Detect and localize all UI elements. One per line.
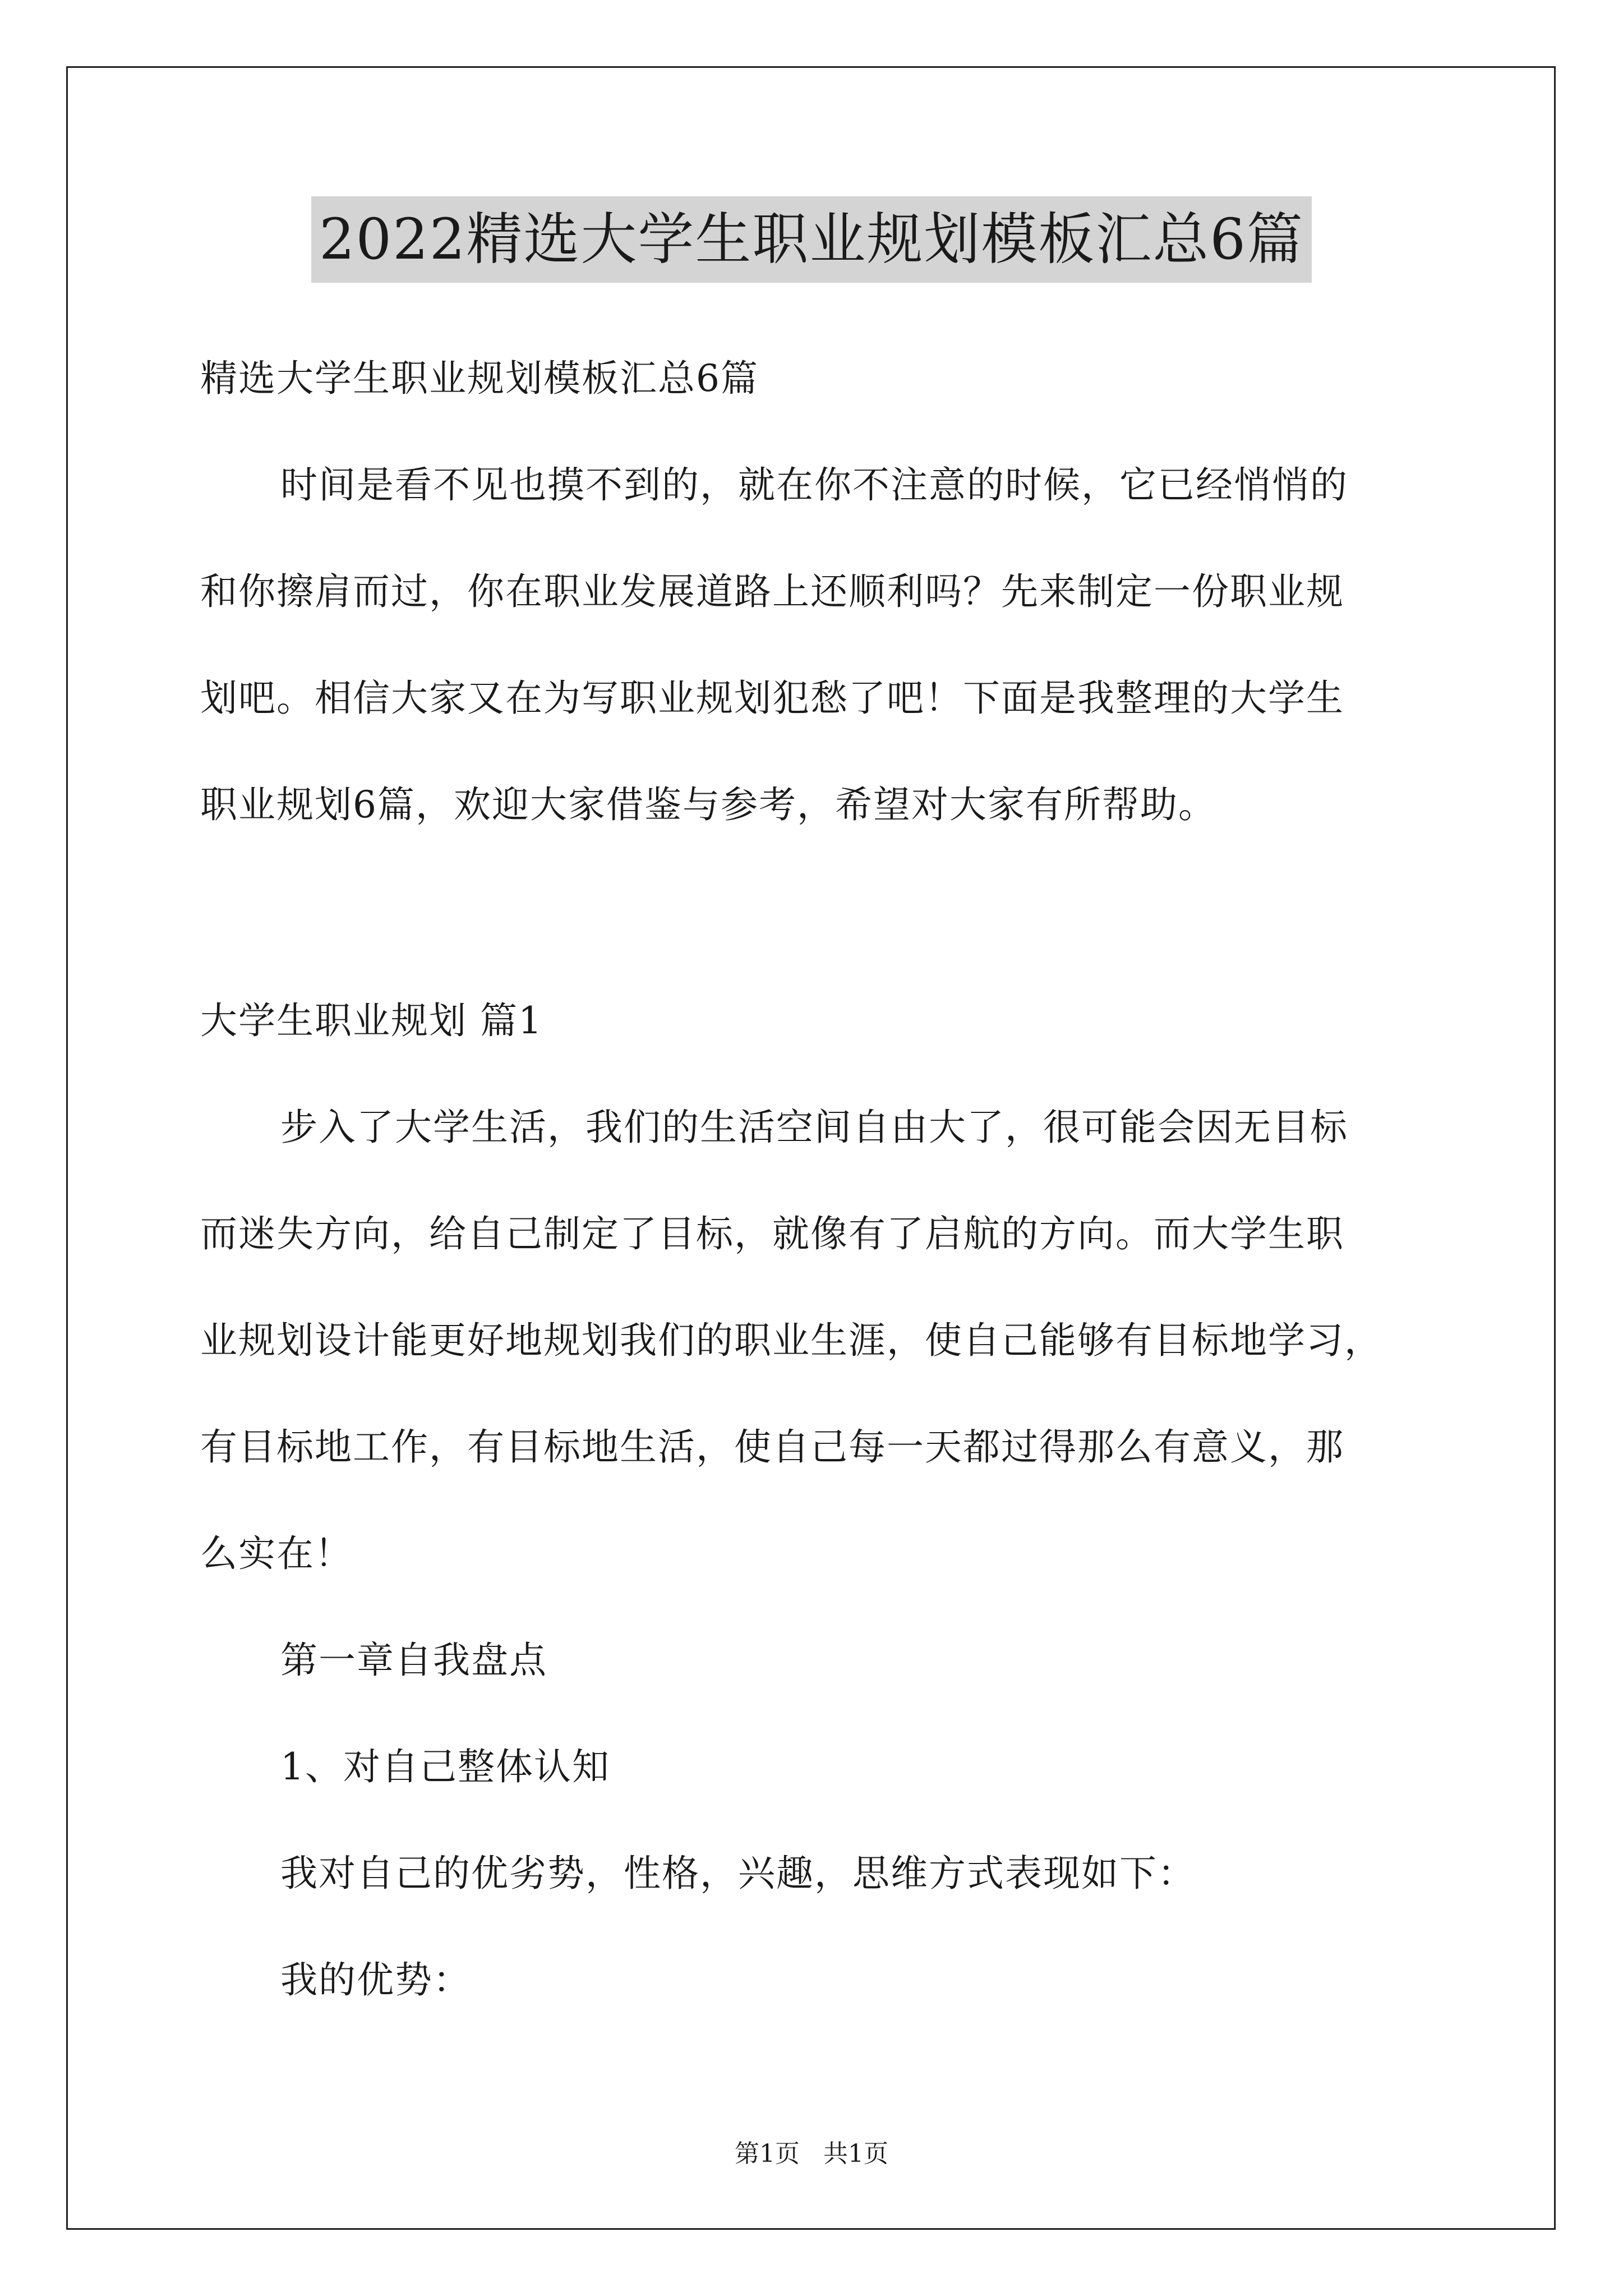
item-1-heading: 1、对自己整体认知	[280, 1745, 610, 1788]
document-subtitle: 精选大学生职业规划模板汇总6篇	[200, 357, 759, 400]
document-title: 2022精选大学生职业规划模板汇总6篇	[311, 196, 1312, 283]
item-1-text: 我对自己的优劣势，性格，兴趣，思维方式表现如下：	[280, 1852, 1196, 1895]
section-line-2: 而迷失方向，给自己制定了目标，就像有了启航的方向。而大学生职	[200, 1212, 1344, 1255]
page-footer: 第1页 共1页	[735, 2139, 888, 2168]
section-line-1: 步入了大学生活，我们的生活空间自由大了，很可能会因无目标	[280, 1106, 1348, 1149]
intro-line-2: 和你擦肩而过，你在职业发展道路上还顺利吗？先来制定一份职业规	[200, 570, 1344, 613]
intro-line-3: 划吧。相信大家又在为写职业规划犯愁了吧！下面是我整理的大学生	[200, 677, 1344, 720]
section-line-3: 业规划设计能更好地规划我们的职业生涯，使自己能够有目标地学习，	[200, 1319, 1382, 1362]
chapter-heading: 第一章自我盘点	[280, 1639, 547, 1682]
title-container	[0, 196, 1623, 283]
intro-line-4: 职业规划6篇，欢迎大家借鉴与参考，希望对大家有所帮助。	[200, 783, 1216, 826]
section-line-4: 有目标地工作，有目标地生活，使自己每一天都过得那么有意义，那	[200, 1425, 1344, 1469]
intro-line-1: 时间是看不见也摸不到的，就在你不注意的时候，它已经悄悄的	[280, 463, 1348, 507]
section-line-5: 么实在！	[200, 1532, 353, 1575]
section-heading: 大学生职业规划 篇1	[200, 999, 543, 1042]
advantages-label: 我的优势：	[280, 1958, 471, 2001]
